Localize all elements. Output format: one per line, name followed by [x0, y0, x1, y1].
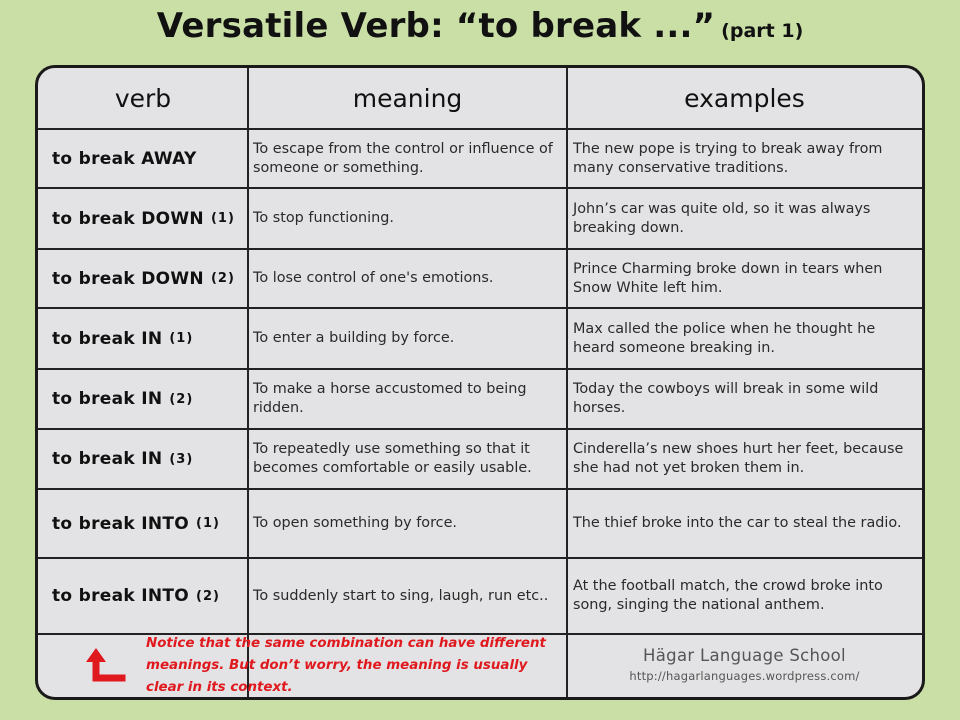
row-divider — [38, 488, 922, 490]
example-cell: John’s car was quite old, so it was always breaking down. — [573, 200, 871, 236]
verb-cell — [38, 249, 248, 308]
header-meaning: meaning — [352, 84, 463, 113]
note-line: meanings. But don’t worry, the meaning is usually — [146, 658, 528, 673]
verb-sense-number: (3) — [169, 451, 194, 467]
verb-sense-number: (2) — [169, 391, 194, 407]
verb-sense-number: (1) — [169, 331, 194, 346]
verb-cell — [38, 429, 248, 489]
verb-cell — [38, 489, 248, 558]
verb-table — [35, 65, 925, 700]
column-divider — [247, 68, 249, 697]
example-cell: Prince Charming broke down in tears when Snow White left him. — [573, 260, 883, 296]
row-divider — [38, 248, 922, 250]
meaning-cell: To open something by force. — [253, 515, 458, 531]
verb-label: to break INTO — [52, 586, 190, 606]
verb-sense-number: (1) — [210, 211, 235, 226]
verb-cell — [38, 558, 248, 634]
example-cell: At the football match, the crowd broke into song, singing the national anthem. — [573, 578, 883, 613]
verb-cell — [38, 369, 248, 429]
row-divider — [38, 428, 922, 430]
verb-cell — [38, 308, 248, 369]
meaning-cell: To suddenly start to sing, laugh, run etc.. — [253, 587, 549, 604]
example-cell: The thief broke into the car to steal the radio. — [573, 515, 902, 531]
verb-cell — [38, 188, 248, 249]
page-title — [0, 6, 960, 46]
school-name: Hägar Language School — [643, 646, 846, 665]
example-cell: Cinderella’s new shoes hurt her feet, because she had not yet broken them in. — [573, 441, 904, 476]
school-credit — [567, 646, 922, 696]
verb-label: to break DOWN — [52, 268, 204, 289]
title-main: Versatile Verb: “to break ...” — [156, 6, 716, 46]
meaning-cell: To repeatedly use something so that it becomes comfortable or easily usable. — [253, 441, 532, 476]
red-turn-arrow-icon — [82, 644, 134, 688]
verb-label: to break INTO — [52, 513, 190, 534]
meaning-cell: To escape from the control or influence of someone or something. — [253, 140, 553, 176]
meaning-cell: To enter a building by force. — [253, 330, 455, 346]
table-grid — [38, 68, 922, 697]
row-divider — [38, 187, 922, 189]
school-url[interactable]: http://hagarlanguages.wordpress.com/ — [629, 669, 860, 683]
meaning-cell: To stop functioning. — [253, 210, 394, 226]
verb-sense-number: (2) — [210, 271, 235, 286]
note-line: clear in its context. — [146, 680, 293, 695]
column-divider — [566, 68, 568, 697]
header-examples: examples — [684, 84, 805, 113]
header-verb: verb — [114, 84, 172, 113]
meaning-cell: To lose control of one's emotions. — [253, 270, 494, 286]
verb-sense-number: (2) — [196, 588, 220, 604]
verb-label: to break DOWN — [52, 208, 204, 229]
verb-cell — [38, 129, 248, 188]
verb-label: to break AWAY — [52, 148, 197, 169]
row-divider — [38, 307, 922, 309]
verb-label: to break IN — [52, 328, 163, 349]
verb-sense-number: (1) — [196, 516, 220, 531]
note-line: Notice that the same combination can have different — [146, 636, 546, 651]
row-divider — [38, 128, 922, 130]
row-divider — [38, 557, 922, 559]
verb-label: to break IN — [52, 389, 163, 409]
example-cell: Max called the police when he thought he heard someone breaking in. — [573, 320, 876, 356]
example-cell: The new pope is trying to break away from many conservative traditions. — [573, 140, 883, 176]
row-divider — [38, 368, 922, 370]
example-cell: Today the cowboys will break in some wild horses. — [573, 381, 879, 416]
title-part: (part 1) — [721, 20, 804, 42]
verb-label: to break IN — [52, 449, 163, 469]
meaning-cell: To make a horse accustomed to being ridden. — [253, 381, 527, 416]
context-note — [146, 633, 566, 700]
